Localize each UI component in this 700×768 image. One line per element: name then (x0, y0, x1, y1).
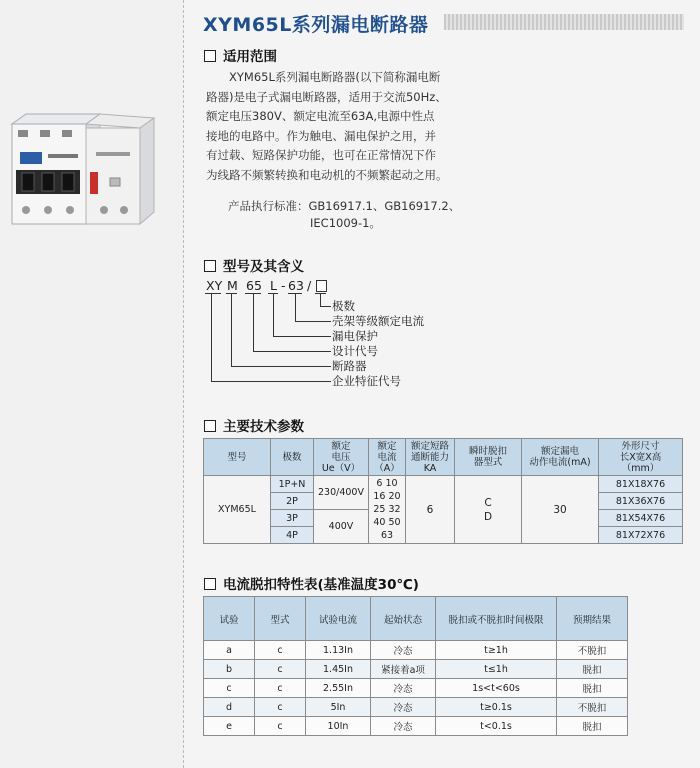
section-heading-trip: 电流脱扣特性表(基准温度30℃) (204, 573, 419, 593)
trip-table (203, 596, 628, 736)
code-label-breaker: 断路器 (332, 359, 367, 373)
code-part-63: 63 (288, 278, 304, 293)
params-table (203, 438, 683, 544)
table-row: b c 1.45In 紧接着a项 t≤1h 脱扣 (204, 660, 628, 679)
table-header-row: 型号 极数 额定 电压 Ue（V） 额定 电流 （A） 额定短路 通断能力 KA 瞬时脱扣 器型式 额定漏电 动作电流(mA) 外形尺寸 长X宽X高 （mm） (204, 439, 683, 476)
code-part-m: M (227, 278, 238, 293)
checkbox-icon (204, 420, 216, 432)
code-part-l: L (270, 278, 277, 293)
table-row: e c 10In 冷态 t<0.1s 脱扣 (204, 717, 628, 736)
section-heading-model: 型号及其含义 (204, 255, 304, 275)
code-part-65: 65 (246, 278, 262, 293)
code-part-dash: - (281, 278, 286, 293)
table-row: c c 2.55In 冷态 1s<t<60s 脱扣 (204, 679, 628, 698)
code-label-frame-current: 壳架等级额定电流 (332, 314, 424, 328)
code-label-design: 设计代号 (332, 344, 378, 358)
code-part-poles-box (316, 280, 327, 292)
scope-paragraph: XYM65L系列漏电断路器(以下简称漏电断 路器)是电子式漏电断路器，适用于交流50Hz、 额定电压380V、额定电流至63A,电源中性点 接地的电路中。作为触电、漏电保护之用，并 有过载、短路保护功能，也可在正常情况下作 为线路不频繁转换和电动机的不频繁起动之用。 (206, 70, 448, 182)
table-row: 4P 81X72X76 (204, 527, 683, 544)
table-row: d c 5In 冷态 t≥0.1s 不脱扣 (204, 698, 628, 717)
code-label-leakage: 漏电保护 (332, 329, 378, 343)
code-part-xy: XY (206, 278, 223, 293)
page-title: XYM65L系列漏电断路器 (203, 14, 429, 36)
table-row: 3P 400V 81X54X76 (204, 510, 683, 527)
standards-text: 产品执行标准：GB16917.1、GB16917.2、 IEC1009-1。 (228, 199, 461, 230)
checkbox-icon (204, 578, 216, 590)
table-row: a c 1.13In 冷态 t≥1h 不脱扣 (204, 641, 628, 660)
table-row: XYM65L 1P+N 230/400V 6 10 16 20 25 32 40 50 63 6 C D 30 81X18X76 (204, 476, 683, 493)
checkbox-icon (204, 260, 216, 272)
code-label-poles: 极数 (332, 299, 355, 313)
product-photo (8, 112, 160, 230)
section-heading-params: 主要技术参数 (204, 415, 304, 435)
table-row: 2P 81X36X76 (204, 493, 683, 510)
code-part-slash: / (307, 278, 312, 293)
table-header-row: 试验 型式 试验电流 起始状态 脱扣或不脱扣时间极限 预期结果 (204, 597, 628, 641)
vertical-divider (183, 0, 184, 768)
code-label-enterprise: 企业特征代号 (332, 374, 401, 388)
section-heading-scope: 适用范围 (204, 45, 277, 65)
checkbox-icon (204, 50, 216, 62)
title-decoration-bar (444, 14, 684, 30)
